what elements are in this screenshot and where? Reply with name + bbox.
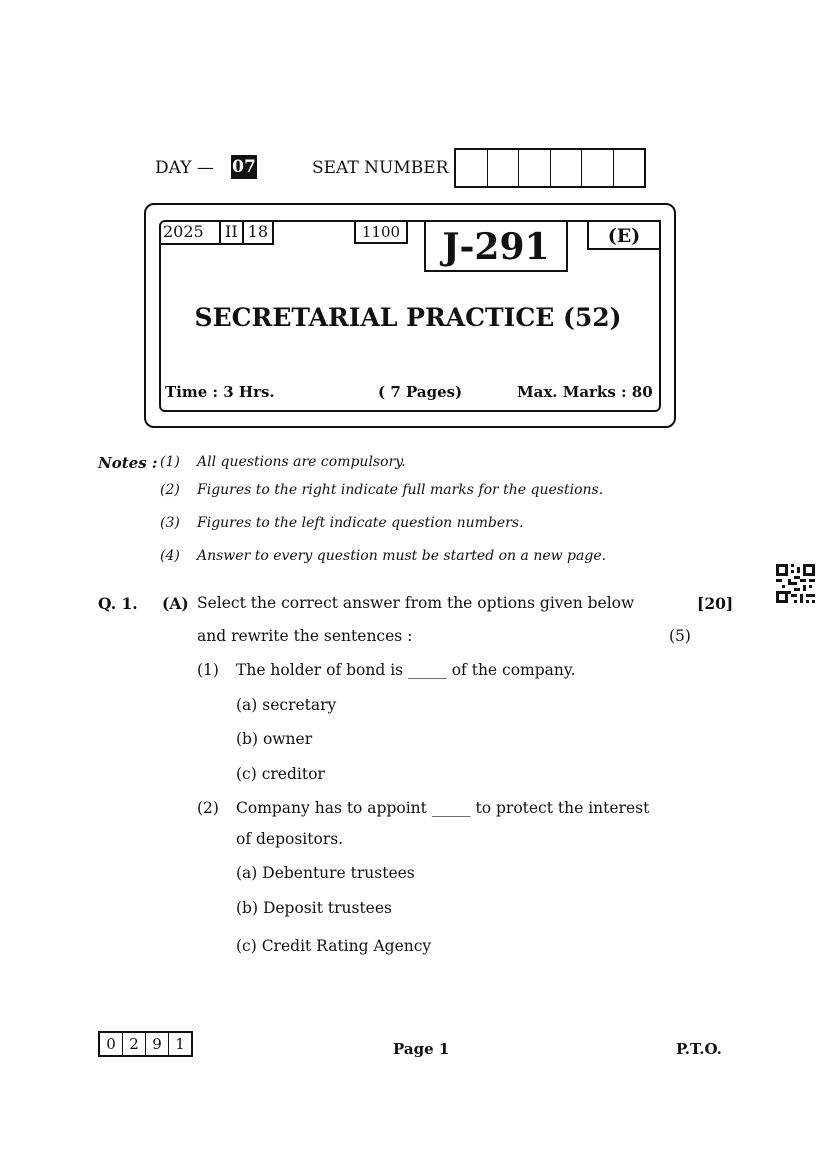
seat-cell[interactable] — [456, 150, 488, 186]
note-text: All questions are compulsory. — [197, 454, 406, 470]
day-label: DAY — — [155, 158, 214, 178]
answer-option: (b) owner — [236, 730, 313, 748]
answer-option: (a) secretary — [236, 696, 337, 714]
exam-month: II — [221, 220, 244, 243]
subquestion-number: (1) — [197, 661, 219, 679]
seat-cell[interactable] — [519, 150, 551, 186]
subject-title: SECRETARIAL PRACTICE (52) — [194, 303, 622, 332]
subquestion-text: of depositors. — [236, 830, 344, 848]
day-value: 07 — [232, 157, 256, 177]
question-part: (A) — [162, 594, 189, 613]
notes-label: Notes : — [98, 454, 158, 472]
question-instruction: Select the correct answer from the options given below — [197, 594, 635, 612]
answer-option: (b) Deposit trustees — [236, 899, 392, 917]
note-number: (3) — [160, 515, 180, 531]
subquestion-text: Company has to appoint _____ to protect the interest — [236, 799, 650, 817]
note-text: Answer to every question must be started on a new page. — [197, 548, 607, 564]
note-text: Figures to the left indicate question numbers. — [197, 515, 524, 531]
note-number: (1) — [160, 454, 180, 470]
language-code: (E) — [587, 220, 661, 250]
question-instruction: and rewrite the sentences : — [197, 627, 413, 645]
max-marks: Max. Marks : 80 — [517, 383, 653, 401]
subquestion-text: The holder of bond is _____ of the company. — [236, 661, 576, 679]
paper-code: J-291 — [424, 220, 568, 272]
page-count: ( 7 Pages) — [378, 383, 463, 401]
seat-number-label: SEAT NUMBER — [312, 158, 449, 178]
seat-cell[interactable] — [488, 150, 520, 186]
paper-code-digit: 2 — [123, 1033, 146, 1055]
answer-option: (c) Credit Rating Agency — [236, 937, 432, 955]
note-text: Figures to the right indicate full marks for the questions. — [197, 482, 604, 498]
subquestion-number: (2) — [197, 799, 219, 817]
exam-date-boxes — [159, 220, 274, 245]
paper-code-digit: 1 — [175, 1035, 185, 1053]
page-number: Page 1 — [393, 1040, 450, 1058]
exam-time-code: 1100 — [354, 220, 408, 244]
note-number: (2) — [160, 482, 180, 498]
question-total-marks: [20] — [697, 594, 734, 613]
exam-year: 2025 — [159, 220, 221, 243]
seat-cell[interactable] — [614, 150, 645, 186]
paper-code-digit: 9 — [146, 1033, 169, 1055]
exam-date: 18 — [247, 222, 268, 241]
paper-code-digit: 0 — [100, 1033, 123, 1055]
exam-duration: Time : 3 Hrs. — [165, 383, 275, 401]
note-number: (4) — [160, 548, 180, 564]
paper-code-boxes — [98, 1031, 193, 1057]
seat-cell[interactable] — [551, 150, 583, 186]
answer-option: (a) Debenture trustees — [236, 864, 415, 882]
seat-cell[interactable] — [582, 150, 614, 186]
answer-option: (c) creditor — [236, 765, 325, 783]
question-number: Q. 1. — [98, 594, 138, 613]
seat-number-boxes[interactable] — [454, 148, 646, 188]
question-part-marks: (5) — [669, 627, 691, 645]
pto-label: P.T.O. — [676, 1040, 722, 1058]
qr-code-icon — [776, 564, 815, 603]
